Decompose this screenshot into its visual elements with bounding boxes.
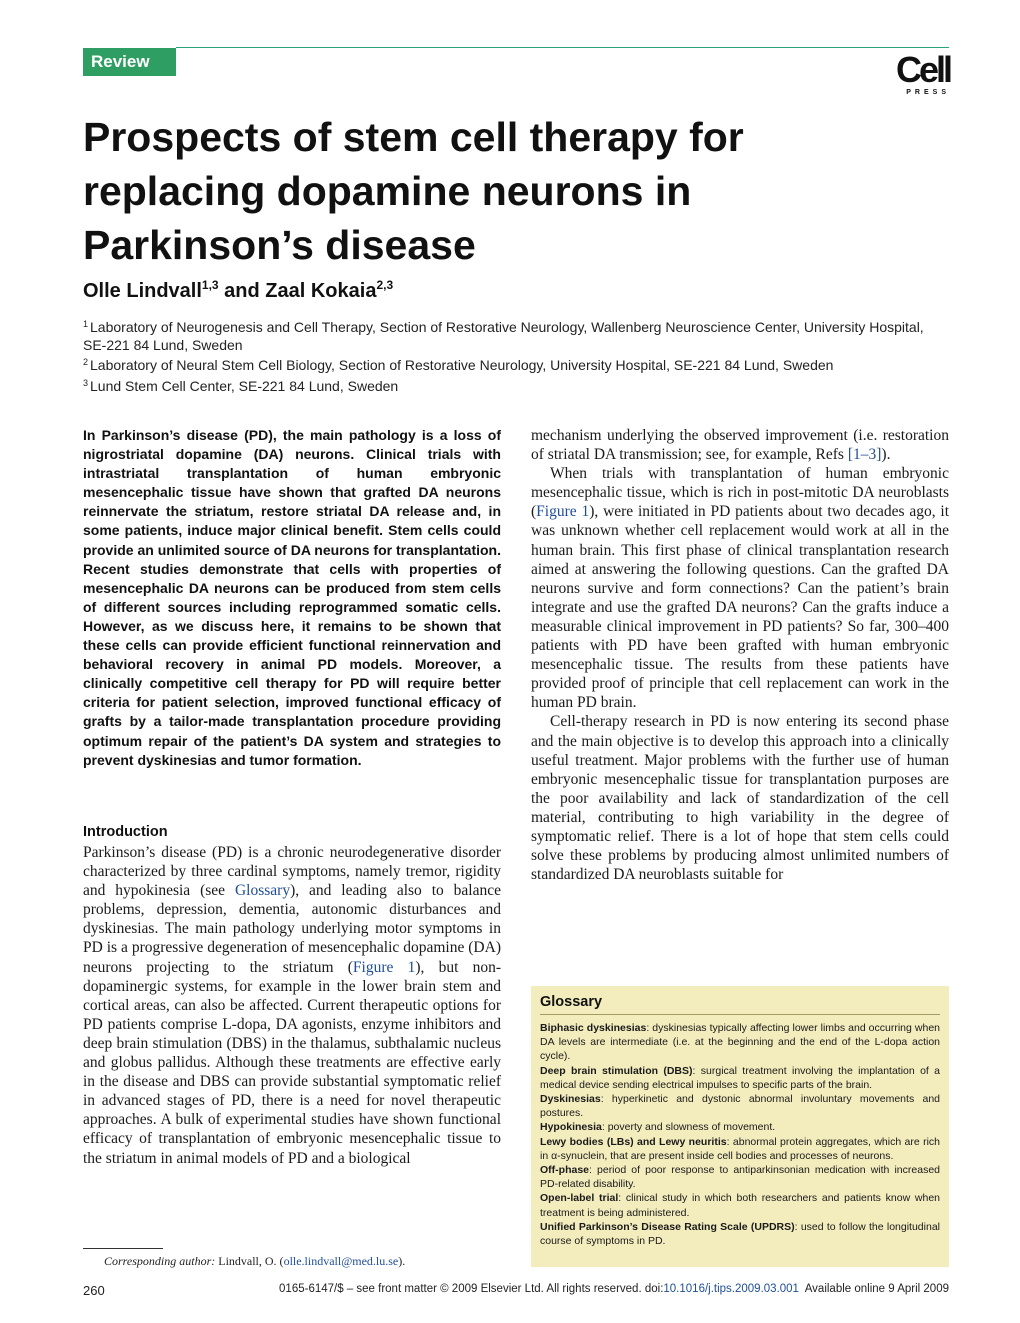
affiliation-text: Laboratory of Neural Stem Cell Biology, Section of Restorative Neurology, University Hospital, SE-221 84 Lund, Sweden (90, 357, 834, 373)
author-affiliation-marker: 1,3 (201, 278, 219, 292)
affiliation-text: Laboratory of Neurogenesis and Cell Therapy, Section of Restorative Neurology, Wallenberg Neuroscience Center, University Hospital, SE-221 84 Lund, Sweden (83, 319, 924, 353)
footnote-rule (83, 1248, 163, 1249)
glossary-term: Deep brain stimulation (DBS) (540, 1064, 693, 1077)
introduction-paragraph (83, 843, 501, 1168)
page-number: 260 (83, 1283, 105, 1298)
abstract: In Parkinson’s disease (PD), the main pathology is a loss of nigrostriatal dopamine (DA) neurons. Clinical trials with intrastriatal transplantation of human embryonic mesencephalic tissue have shown that grafted DA neurons reinnervate the striatum, restore striatal DA release and, in some patients, induce major clinical benefit. Stem cells could provide an unlimited source of DA neurons for transplantation. Recent studies demonstrate that cells with properties of mesencephalic DA neurons can be produced from stem cells of different sources including reprogrammed somatic cells. However, as we discuss here, it remains to be shown that these cells can provide efficient functional reinnervation and behavioral recovery in animal PD models. Moreover, a clinically competitive cell therapy for PD will require better criteria for patient selection, improved functional efficacy of grafts by a tailor-made transplantation procedure providing optimum repair of the patient’s DA system and strategies to prevent dyskinesias and tumor formation. (83, 427, 501, 768)
glossary-term: Hypokinesia (540, 1121, 602, 1134)
doi-link[interactable]: 10.1016/j.tips.2009.03.001 (663, 1283, 799, 1295)
author-line (83, 278, 393, 303)
footer-copyright (279, 1283, 949, 1295)
affiliation-number: 3 (83, 377, 89, 388)
article-title: Prospects of stem cell therapy for replacing dopamine neurons in Parkinson’s disease (83, 114, 744, 268)
glossary-term: Lewy bodies (LBs) and Lewy neuritis (540, 1135, 727, 1148)
glossary-link[interactable]: Glossary (234, 882, 291, 900)
affiliation-number: 2 (83, 357, 89, 367)
body-paragraph (531, 426, 949, 464)
affiliation (83, 354, 943, 375)
glossary-entry (540, 1021, 940, 1064)
header-rule (176, 47, 949, 48)
footnote-name: Lindvall, O. ( (215, 1254, 284, 1268)
glossary-entry (540, 1191, 940, 1219)
corresponding-author-note (104, 1254, 405, 1269)
body-text: ). (881, 446, 891, 464)
glossary-title: Glossary (540, 994, 603, 1010)
footer-text: 0165-6147/$ – see front matter © 2009 Elsevier Ltd. All rights reserved. doi: (279, 1283, 664, 1295)
glossary-definition: : period of poor response to antiparkinsonian medication with increased PD-related disability. (540, 1164, 940, 1191)
footer-text: Available online 9 April 2009 (798, 1283, 949, 1295)
glossary-entry (540, 1220, 940, 1248)
author-name: Olle Lindvall (83, 280, 202, 302)
glossary-term: Open-label trial (540, 1192, 619, 1205)
affiliation (83, 375, 943, 396)
glossary-term: Dyskinesias (540, 1093, 601, 1106)
footnote-label: Corresponding author: (104, 1254, 216, 1268)
section-heading-introduction: Introduction (83, 824, 168, 840)
affiliation (83, 316, 943, 354)
glossary-box (531, 986, 949, 1267)
author-joiner: and (218, 280, 266, 302)
reference-link[interactable]: [1–3] (847, 446, 882, 464)
figure-1-link[interactable]: Figure 1 (536, 503, 590, 521)
body-text: Parkinson’s disease (PD) is a chronic neurodegenerative disorder characterized by three cardinal symptoms, namely tremor, rigidity and hypokinesia (see (83, 844, 501, 900)
affiliation-number: 1 (83, 319, 89, 329)
body-text: mechanism underlying the observed improvement (i.e. restoration of striatal DA transmission; see, for example, Refs (531, 427, 949, 464)
affiliations (83, 316, 943, 395)
author-name: Zaal Kokaia (265, 280, 377, 302)
glossary-definition: : hyperkinetic and dystonic abnormal involuntary movements and postures. (540, 1093, 940, 1120)
glossary-definition: : clinical study in which both researchers and patients know when treatment is being administered. (540, 1192, 940, 1219)
glossary-entry (540, 1092, 940, 1120)
body-text: ), and leading also to balance problems, depression, dementia, autonomic disturbances and dyskinesias. The main pathology underlying motor symptoms in PD is a progressive degeneration of mesencephalic dopamine (DA) neurons projecting to the striatum ( (83, 882, 501, 976)
publisher-logo-word: Cell (895, 49, 950, 90)
glossary-entry (540, 1120, 940, 1134)
affiliation-text: Lund Stem Cell Center, SE-221 84 Lund, Sweden (90, 377, 399, 394)
glossary-definition: : surgical treatment involving the implantation of a medical device sending electrical impulses to specific parts of the brain. (540, 1064, 941, 1091)
section-label: Review (83, 48, 176, 76)
author-email-link[interactable]: olle.lindvall@med.lu.se (283, 1254, 399, 1268)
glossary-entry (540, 1163, 940, 1191)
body-paragraph: Cell-therapy research in PD is now entering its second phase and the main objective is to develop this approach into a clinically useful treatment. Major problems with the further use of human embryonic mesencephalic tissue for transplantation purposes are the poor availability and lack of standardization of the cell material, contributing to high variability in the degree of symptomatic relief. There is a lot of hope that stem cells could solve these problems by producing almost unlimited numbers of standardized DA neuroblasts suitable for (531, 713, 949, 884)
figure-1-link[interactable]: Figure 1 (352, 958, 416, 976)
glossary-definition: : abnormal protein aggregates, which are rich in α-synuclein, that are present inside cell bodies and processes of neurons. (540, 1135, 940, 1162)
publisher-logo (886, 49, 950, 97)
glossary-definition: : dyskinesias typically affecting lower limbs and occurring when DA levels are intermediate (i.e. at the beginning and the end of the L-dopa action cycle). (540, 1022, 940, 1063)
body-text: ), were initiated in PD patients about two decades ago, it was unknown whether cell replacement would work at all in the human brain. This first phase of clinical transplantation research aimed at answering the following questions. Can the grafted DA neurons survive and form connections? Can the patient’s brain integrate and use the grafted DA neurons? Can the grafts induce a measurable clinical improvement in PD patients? So far, 300–400 patients with PD have been grafted with human embryonic mesencephalic tissue. The results from these patients have provided proof of principle that cell replacement can work in the human PD brain. (531, 503, 949, 712)
glossary-entry (540, 1135, 940, 1163)
body-paragraph (531, 464, 949, 712)
footnote-end: ). (398, 1254, 406, 1268)
author-affiliation-marker: 2,3 (376, 278, 394, 292)
glossary-entry (540, 1064, 940, 1092)
glossary-definition: : used to follow the longitudinal course of symptoms in PD. (540, 1220, 940, 1248)
body-text: ), but non-dopaminergic systems, for example in the lower brain stem and cortical areas, can also be affected. Current therapeutic options for PD patients comprise L-dopa, DA agonists, enzyme inhibitors and deep brain stimulation (DBS) in the thalamus, subthalamic nucleus and globus pallidus. Although these treatments are effective early in the disease and DBS can provide substantial symptomatic relief in advanced stages of PD, there is a need for novel therapeutic approaches. A bulk of experimental studies have shown functional efficacy of transplantation of embryonic mesencephalic tissue to the striatum in animal models of PD and a biological (83, 958, 502, 1167)
glossary-definition: : poverty and slowness of movement. (601, 1121, 776, 1134)
glossary-term: Off-phase (540, 1164, 590, 1177)
glossary-term: Biphasic dyskinesias (540, 1022, 647, 1034)
publisher-logo-sub: PRESS (906, 89, 950, 96)
glossary-divider (540, 1014, 940, 1015)
body-text: When trials with transplantation of human embryonic mesencephalic tissue, which is rich in post-mitotic DA neuroblasts ( (531, 465, 949, 521)
right-column (531, 426, 949, 884)
glossary-term: Unified Parkinson’s Disease Rating Scale (UPDRS) (540, 1220, 795, 1233)
